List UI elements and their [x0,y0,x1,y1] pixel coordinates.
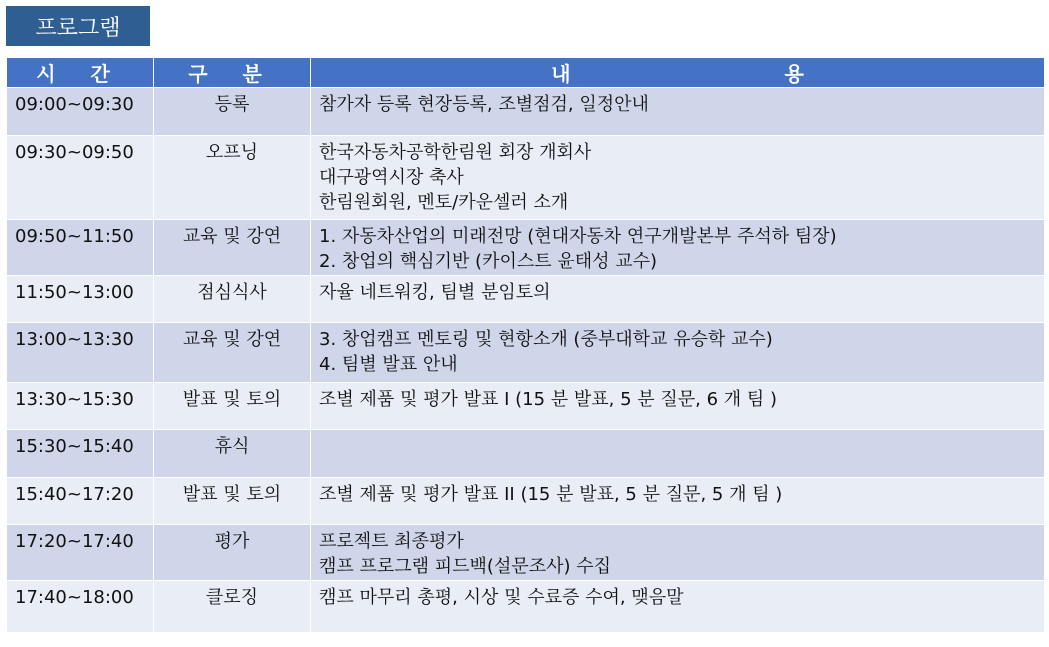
content-line: 한국자동차공학한림원 회장 개회사 [319,142,592,163]
content-line: 조별 제품 및 평가 발표 I (15 분 발표, 5 분 질문, 6 개 팀 ) [319,389,778,410]
content-cell [311,478,1045,525]
content-cell [311,581,1045,633]
content-header-right: 용 [784,62,804,86]
category-cell: 발표 및 토의 [154,478,311,525]
content-cell [311,430,1045,478]
time-cell: 15:30~15:40 [7,430,154,478]
table-row [7,136,1045,220]
content-line: 대구광역시장 축사 [319,167,464,188]
category-cell: 클로징 [154,581,311,633]
time-cell: 13:30~15:30 [7,383,154,430]
content-cell [311,220,1045,276]
time-cell: 17:20~17:40 [7,525,154,581]
content-cell [311,136,1045,220]
time-cell: 09:30~09:50 [7,136,154,220]
time-cell: 15:40~17:20 [7,478,154,525]
content-line: 캠프 마무리 총평, 시상 및 수료증 수여, 맺음말 [319,587,684,608]
category-cell: 교육 및 강연 [154,220,311,276]
category-cell: 점심식사 [154,276,311,323]
content-line: 참가자 등록 현장등록, 조별점검, 일정안내 [319,94,649,115]
category-cell: 오프닝 [154,136,311,220]
content-line: 1. 자동차산업의 미래전망 (현대자동차 연구개발본부 주석하 팀장) [319,226,837,247]
table-row [7,478,1045,525]
table-row [7,276,1045,323]
time-cell: 13:00~13:30 [7,323,154,383]
header-row [7,58,1045,88]
content-line: 캠프 프로그램 피드백(설문조사) 수집 [319,556,612,577]
table-row [7,323,1045,383]
content-line: 한림원회원, 멘토/카운셀러 소개 [319,192,569,213]
content-header-left: 내 [551,62,571,86]
category-cell: 평가 [154,525,311,581]
content-line: 조별 제품 및 평가 발표 II (15 분 발표, 5 분 질문, 5 개 팀 ) [319,484,783,505]
content-cell [311,323,1045,383]
program-title: 프로그램 [6,6,150,46]
content-line: 2. 창업의 핵심기반 (카이스트 윤태성 교수) [319,251,658,272]
time-cell: 09:00~09:30 [7,88,154,136]
table-row [7,88,1045,136]
table-row [7,430,1045,478]
time-cell: 09:50~11:50 [7,220,154,276]
table-row [7,220,1045,276]
content-cell [311,276,1045,323]
category-cell: 발표 및 토의 [154,383,311,430]
content-line: 자율 네트워킹, 팀별 분임토의 [319,282,551,303]
time-header: 시 간 [7,58,154,88]
category-header: 구 분 [154,58,311,88]
table-row [7,581,1045,633]
schedule-table [6,57,1045,633]
content-cell [311,88,1045,136]
content-line: 프로젝트 최종평가 [319,531,464,552]
time-cell: 11:50~13:00 [7,276,154,323]
table-row [7,383,1045,430]
content-cell [311,525,1045,581]
category-cell: 등록 [154,88,311,136]
content-line: 3. 창업캠프 멘토링 및 현항소개 (중부대학교 유승학 교수) [319,329,773,350]
category-cell: 교육 및 강연 [154,323,311,383]
category-cell: 휴식 [154,430,311,478]
content-line: 4. 팀별 발표 안내 [319,354,458,375]
content-cell [311,383,1045,430]
content-header [311,58,1045,88]
time-cell: 17:40~18:00 [7,581,154,633]
table-row [7,525,1045,581]
